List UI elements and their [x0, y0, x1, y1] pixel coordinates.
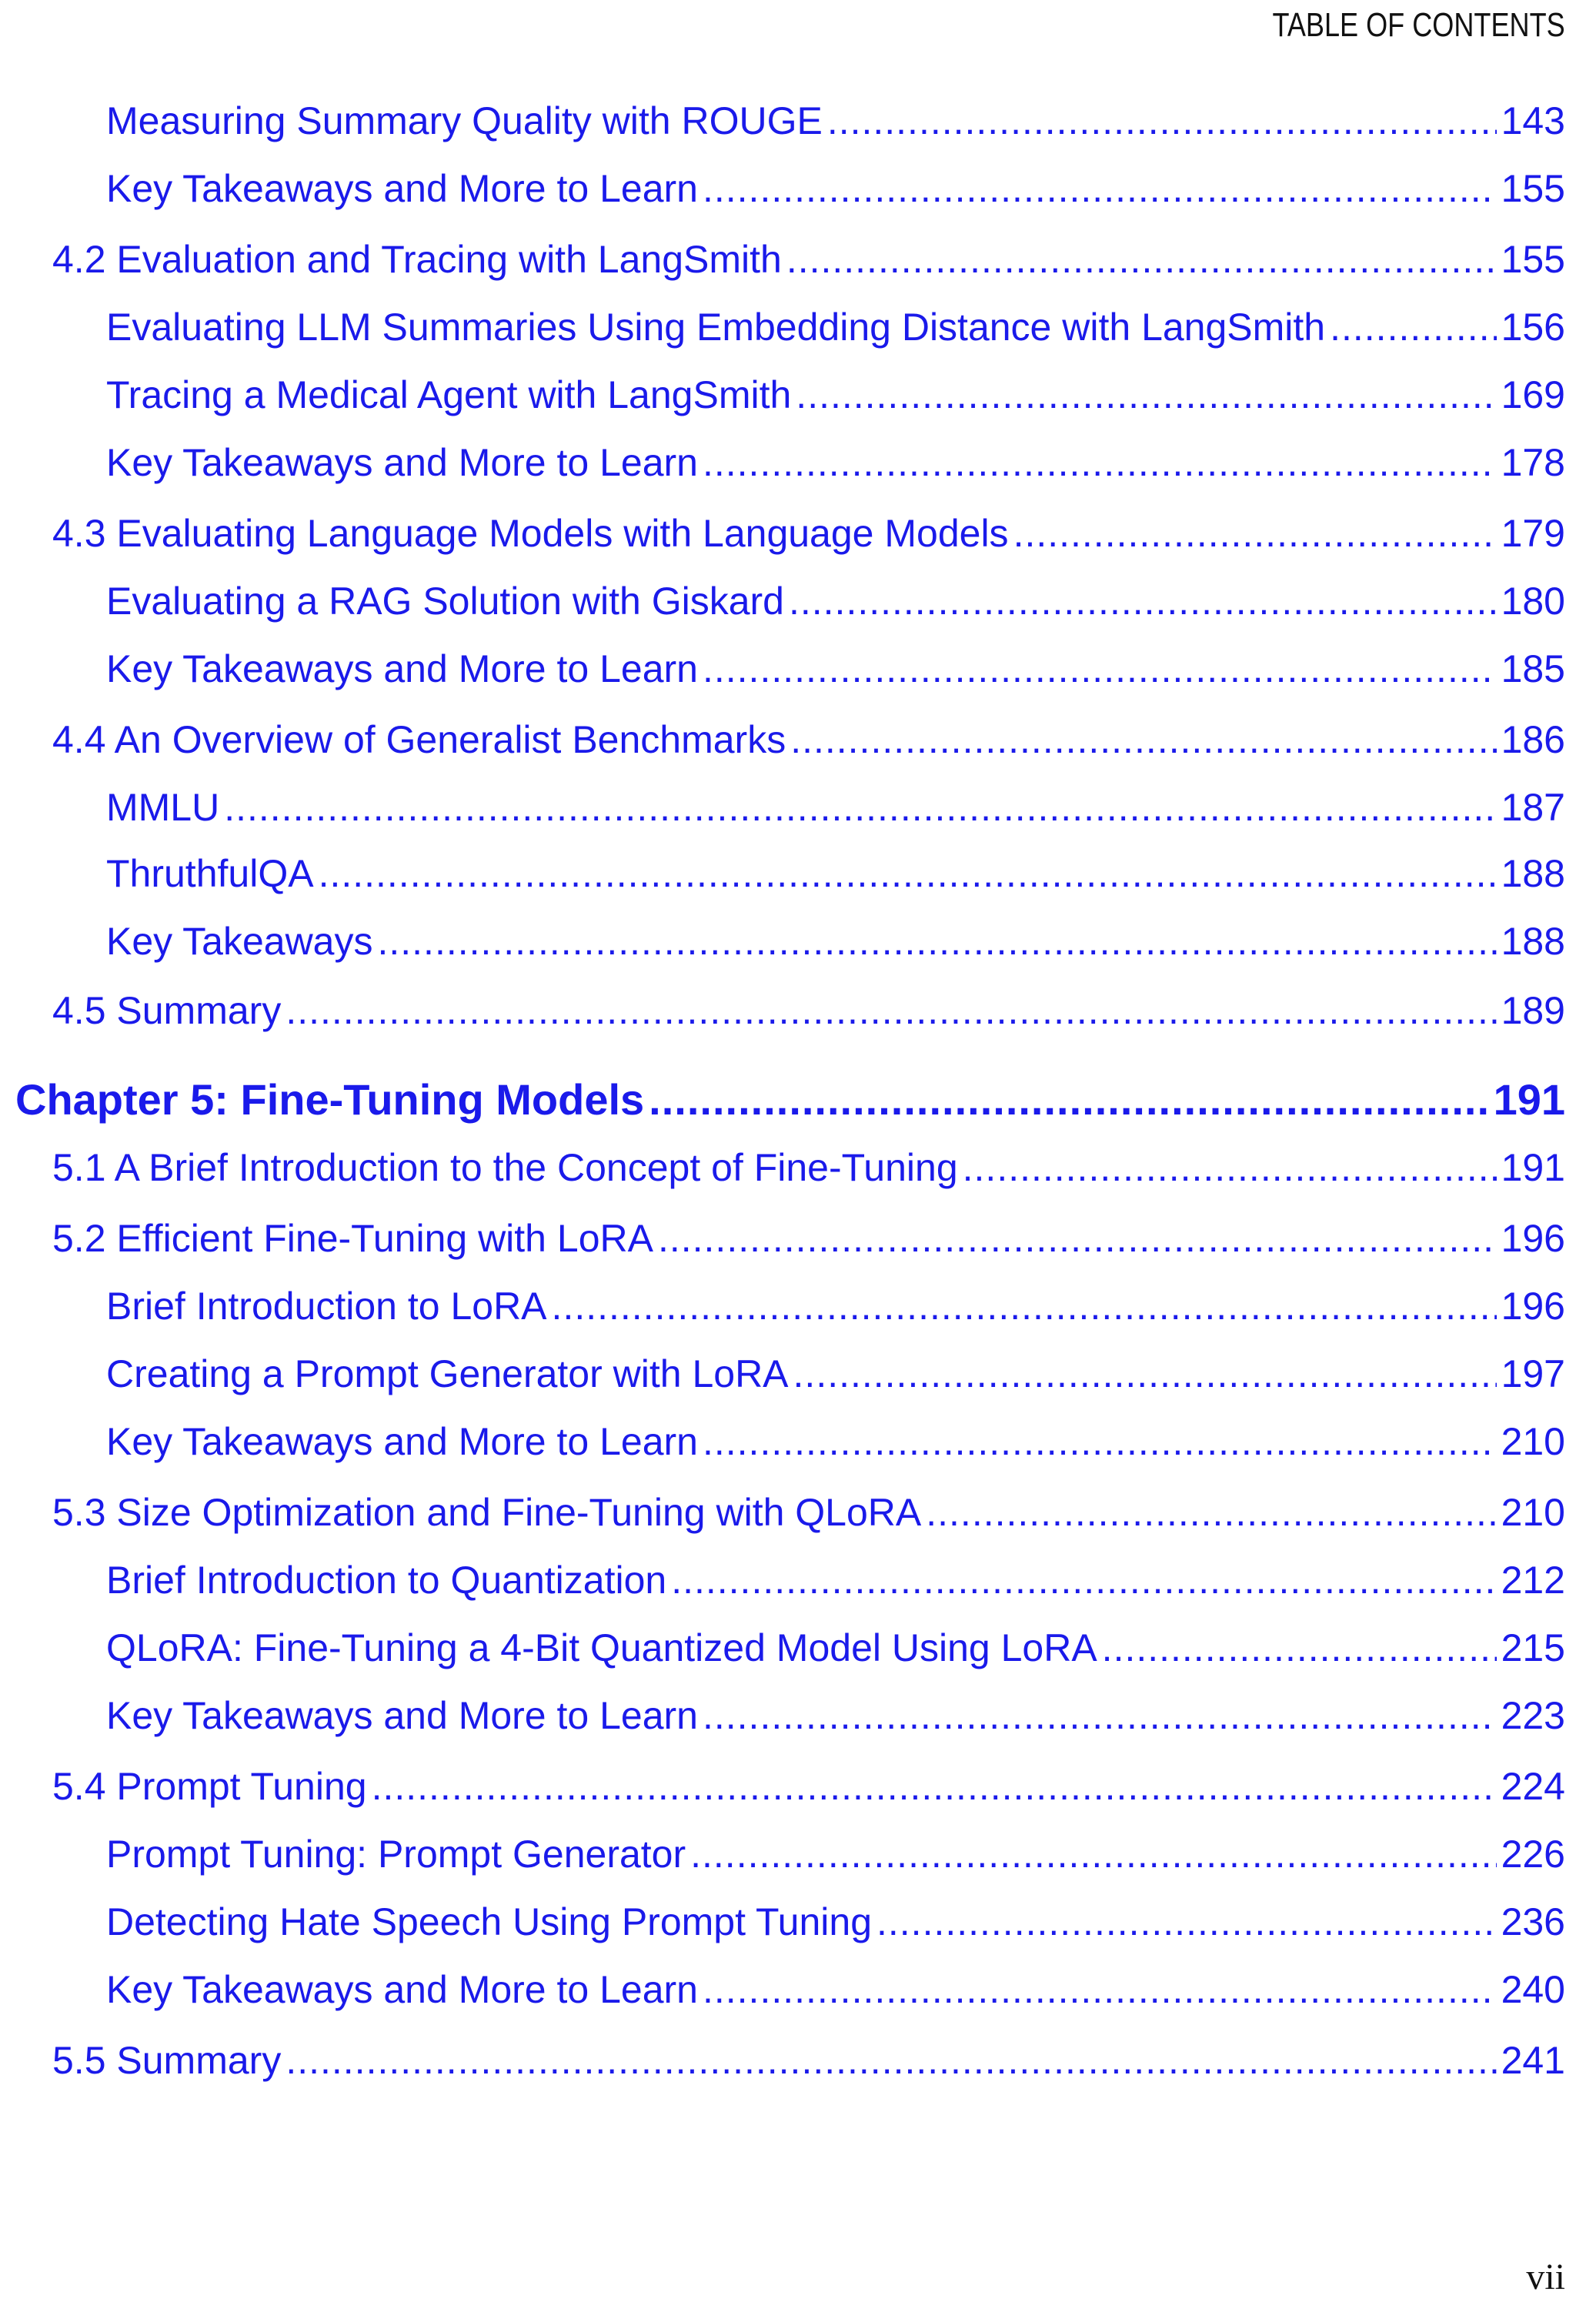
toc-entry[interactable] [0, 1284, 1565, 1328]
dot-leader [285, 2038, 1496, 2083]
toc-entry-title: 5.2 Efficient Fine-Tuning with LoRA [52, 1217, 653, 1260]
toc-entry-title: 4.5 Summary [52, 989, 282, 1032]
toc-entry[interactable] [0, 717, 1565, 762]
toc-entry-page: 185 [1501, 647, 1565, 690]
dot-leader [224, 785, 1496, 830]
toc-entry-page: 155 [1501, 167, 1565, 210]
toc-entry-page: 197 [1501, 1352, 1565, 1395]
toc-entry[interactable] [0, 1832, 1565, 1876]
toc-entry-title: Key Takeaways and More to Learn [106, 167, 698, 210]
dot-leader [703, 166, 1497, 211]
toc-entry[interactable] [0, 1693, 1565, 1738]
dot-leader [796, 373, 1496, 417]
dot-leader [377, 919, 1496, 964]
toc-entry[interactable] [0, 785, 1565, 830]
toc-entry[interactable] [0, 440, 1565, 485]
toc-entry[interactable] [0, 511, 1565, 556]
dot-leader [963, 1145, 1497, 1190]
page-number: vii [1526, 2257, 1565, 2297]
toc-entry-title: Key Takeaways and More to Learn [106, 1968, 698, 2011]
dot-leader [793, 1352, 1497, 1396]
toc-entry-page: 196 [1501, 1217, 1565, 1260]
dot-leader [790, 717, 1496, 762]
toc-entry[interactable] [0, 1626, 1565, 1670]
toc-entry-title: Chapter 5: Fine-Tuning Models [15, 1075, 645, 1124]
toc-entry-title: Key Takeaways [106, 920, 373, 963]
toc-entry-title: Creating a Prompt Generator with LoRA [106, 1352, 789, 1395]
dot-leader [703, 647, 1497, 691]
toc-entry-page: 210 [1501, 1491, 1565, 1534]
dot-leader [1102, 1626, 1497, 1670]
toc-entry[interactable] [0, 1900, 1565, 1944]
dot-leader [671, 1558, 1496, 1602]
toc-entry-page: 226 [1501, 1833, 1565, 1876]
toc-chapter-entry[interactable] [0, 1074, 1565, 1124]
toc-entry-page: 186 [1501, 718, 1565, 761]
toc-entry-title: 5.4 Prompt Tuning [52, 1765, 367, 1808]
toc-entry[interactable] [0, 2038, 1565, 2083]
toc-entry[interactable] [0, 166, 1565, 211]
toc-entry-page: 212 [1501, 1559, 1565, 1602]
toc-entry-page: 180 [1501, 580, 1565, 623]
toc-entry-page: 169 [1501, 373, 1565, 416]
toc-entry-title: Key Takeaways and More to Learn [106, 647, 698, 690]
toc-entry-title: Evaluating a RAG Solution with Giskard [106, 580, 784, 623]
toc-entry[interactable] [0, 1558, 1565, 1602]
toc-entry-page: 179 [1501, 512, 1565, 555]
toc-entry[interactable] [0, 1352, 1565, 1396]
dot-leader [690, 1832, 1496, 1876]
toc-entry[interactable] [0, 1419, 1565, 1464]
toc-entry-title: 5.5 Summary [52, 2039, 282, 2082]
toc-entry-page: 188 [1501, 920, 1565, 963]
dot-leader [703, 1419, 1497, 1464]
toc-entry[interactable] [0, 1764, 1565, 1809]
dot-leader [876, 1900, 1497, 1944]
toc-entry-title: Key Takeaways and More to Learn [106, 1694, 698, 1737]
toc-entry-page: 223 [1501, 1694, 1565, 1737]
toc-entry-title: 4.4 An Overview of Generalist Benchmarks [52, 718, 786, 761]
dot-leader [703, 1693, 1497, 1738]
dot-leader [789, 579, 1497, 623]
toc-entry-title: Tracing a Medical Agent with LangSmith [106, 373, 792, 416]
toc-entry-page: 236 [1501, 1900, 1565, 1943]
toc-entry-page: 210 [1501, 1420, 1565, 1463]
toc-entry-title: 5.3 Size Optimization and Fine-Tuning with QLoRA [52, 1491, 922, 1534]
dot-leader [703, 440, 1497, 485]
toc-entry-title: 4.2 Evaluation and Tracing with LangSmith [52, 238, 782, 281]
toc-entry-title: QLoRA: Fine-Tuning a 4-Bit Quantized Model Using LoRA [106, 1626, 1097, 1669]
toc-entry-page: 224 [1501, 1765, 1565, 1808]
toc-entry-page: 196 [1501, 1285, 1565, 1328]
dot-leader [285, 988, 1496, 1033]
toc-entry-page: 188 [1501, 852, 1565, 895]
toc-entry-title: Brief Introduction to LoRA [106, 1285, 547, 1328]
toc-entry[interactable] [0, 1216, 1565, 1261]
toc-entry-page: 241 [1501, 2039, 1565, 2082]
toc-entry-title: 5.1 A Brief Introduction to the Concept of Fine-Tuning [52, 1146, 958, 1189]
toc-entry-page: 156 [1501, 306, 1565, 349]
dot-leader [552, 1284, 1497, 1328]
dot-leader [319, 851, 1497, 896]
dot-leader [786, 237, 1497, 282]
toc-entry-page: 240 [1501, 1968, 1565, 2011]
toc-entry[interactable] [0, 305, 1565, 349]
toc-entry-page: 155 [1501, 238, 1565, 281]
toc-entry-title: Measuring Summary Quality with ROUGE [106, 99, 823, 142]
dot-leader [372, 1764, 1497, 1809]
toc-entry[interactable] [0, 988, 1565, 1033]
toc-entry-page: 178 [1501, 441, 1565, 484]
toc-entry-page: 143 [1501, 99, 1565, 142]
toc-entry[interactable] [0, 1145, 1565, 1190]
toc-entry-title: Brief Introduction to Quantization [106, 1559, 667, 1602]
toc-entry-page: 187 [1501, 786, 1565, 829]
dot-leader [649, 1074, 1488, 1124]
dot-leader [926, 1490, 1496, 1535]
dot-leader [1330, 305, 1496, 349]
dot-leader [658, 1216, 1497, 1261]
running-head: TABLE OF CONTENTS [1272, 6, 1565, 44]
toc-entry[interactable] [0, 1967, 1565, 2012]
toc-entry-title: Prompt Tuning: Prompt Generator [106, 1833, 686, 1876]
toc-entry-title: MMLU [106, 786, 220, 829]
toc-entry-page: 215 [1501, 1626, 1565, 1669]
toc-entry-title: Key Takeaways and More to Learn [106, 1420, 698, 1463]
dot-leader [1013, 511, 1497, 556]
toc-entry[interactable] [0, 579, 1565, 623]
toc-entry[interactable] [0, 647, 1565, 691]
toc-entry[interactable] [0, 237, 1565, 282]
toc-entry-title: Evaluating LLM Summaries Using Embedding Distance with LangSmith [106, 306, 1326, 349]
dot-leader [703, 1967, 1497, 2012]
toc-entry[interactable] [0, 99, 1565, 143]
toc-entry-title: ThruthfulQA [106, 852, 314, 895]
dot-leader [827, 99, 1497, 143]
toc-entry-page: 191 [1493, 1075, 1565, 1124]
toc-entry-title: 4.3 Evaluating Language Models with Language Models [52, 512, 1009, 555]
toc-entry-title: Detecting Hate Speech Using Prompt Tuning [106, 1900, 872, 1943]
toc-entry-page: 191 [1501, 1146, 1565, 1189]
toc-entry[interactable] [0, 919, 1565, 964]
toc-entry-page: 189 [1501, 989, 1565, 1032]
toc-entry[interactable] [0, 851, 1565, 896]
toc-entry[interactable] [0, 1490, 1565, 1535]
toc-entry-title: Key Takeaways and More to Learn [106, 441, 698, 484]
toc-entry[interactable] [0, 373, 1565, 417]
